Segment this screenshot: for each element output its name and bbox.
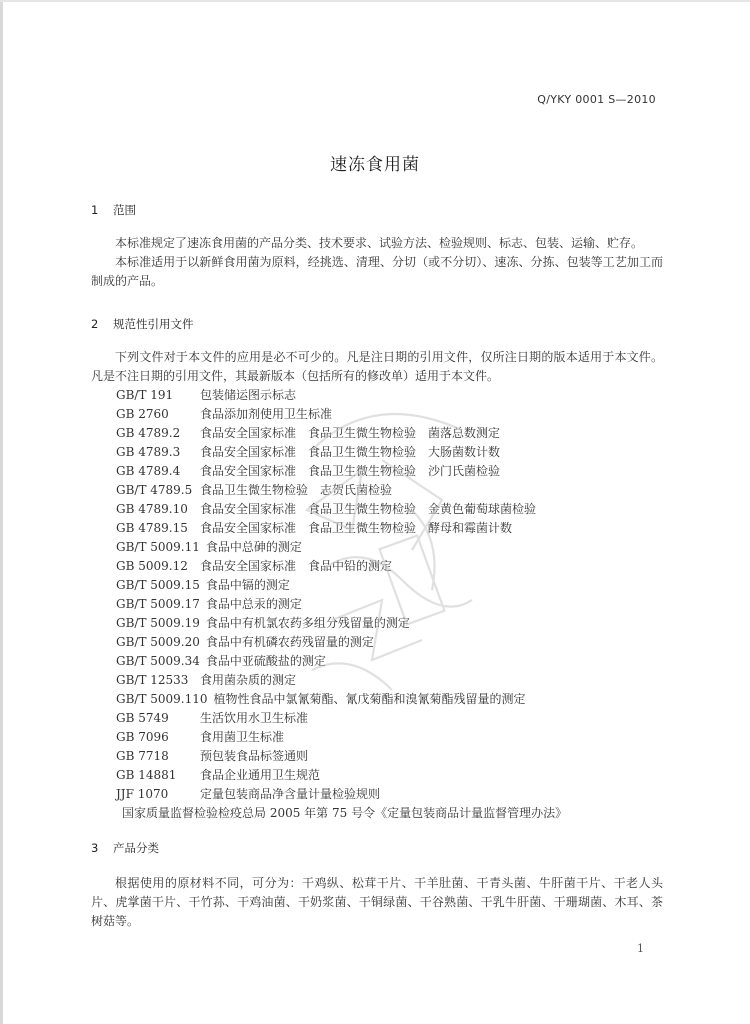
- reference-code: GB 5749: [116, 711, 169, 725]
- section-title: 范围: [113, 203, 136, 217]
- reference-title: 食品中镉的测定: [205, 578, 290, 592]
- reference-item-regulation: 国家质量监督检验检疫总局 2005 年第 75 号令《定量包装商品计量监督管理办法》: [122, 806, 568, 820]
- reference-title: 食品中有机氯农药多组分残留量的测定: [205, 616, 410, 630]
- reference-title: 食品中有机磷农药残留量的测定: [205, 635, 374, 649]
- section-number: 2: [91, 317, 99, 331]
- reference-title: 食品添加剂使用卫生标准: [200, 407, 333, 421]
- reference-code: GB 4789.10: [116, 502, 188, 516]
- reference-code: GB 4789.15: [116, 521, 188, 535]
- page-number: 1: [637, 942, 644, 955]
- section-heading-normative-references: [91, 316, 194, 332]
- section-title: 规范性引用文件: [113, 317, 194, 331]
- reference-title: 植物性食品中氯氰菊酯、氰戊菊酯和溴氰菊酯残留量的测定: [213, 692, 526, 706]
- section-number: 1: [91, 203, 99, 217]
- reference-title: 食品安全国家标准 食品卫生微生物检验 菌落总数测定: [200, 426, 501, 440]
- reference-item: [116, 652, 567, 671]
- reference-item: [116, 443, 567, 462]
- reference-title: 食品安全国家标准 食品卫生微生物检验 金黄色葡萄球菌检验: [200, 502, 537, 516]
- reference-code: GB 4789.3: [116, 445, 181, 459]
- reference-code: GB/T 5009.110: [116, 692, 208, 706]
- reference-item: [116, 500, 567, 519]
- section-number: 3: [91, 841, 99, 855]
- reference-title: 食品安全国家标准 食品卫生微生物检验 酵母和霉菌计数: [200, 521, 513, 535]
- reference-title: 食品中总砷的测定: [205, 540, 302, 554]
- reference-code: GB 7718: [116, 749, 169, 763]
- reference-item: [116, 424, 567, 443]
- reference-code: GB 4789.2: [116, 426, 181, 440]
- reference-title: 食用菌卫生标准: [200, 730, 285, 744]
- scan-edge-top: [0, 0, 750, 2]
- reference-list: [116, 386, 567, 823]
- paragraph: 下列文件对于本文件的应用是必不可少的。凡是注日期的引用文件，仅所注日期的版本适用于本文件。凡是不注日期的引用文件，其最新版本（包括所有的修改单）适用于本文件。: [91, 350, 663, 383]
- reference-item: [116, 386, 567, 405]
- document-title: 速冻食用菌: [330, 155, 420, 175]
- reference-item: [116, 519, 567, 538]
- section-classification-body: [91, 874, 663, 931]
- reference-item: [116, 766, 567, 785]
- reference-title: 食品安全国家标准 食品卫生微生物检验 大肠菌数计数: [200, 445, 501, 459]
- reference-code: GB/T 5009.11: [116, 540, 200, 554]
- reference-code: GB 5009.12: [116, 559, 188, 573]
- reference-item: [116, 785, 567, 804]
- reference-item: [116, 747, 567, 766]
- reference-title: 食用菌杂质的测定: [200, 673, 297, 687]
- reference-code: GB/T 5009.19: [116, 616, 200, 630]
- reference-item: [116, 481, 567, 500]
- reference-title: 食品中亚硫酸盐的测定: [205, 654, 326, 668]
- reference-code: GB/T 5009.15: [116, 578, 200, 592]
- reference-code: GB/T 12533: [116, 673, 189, 687]
- paragraph: 本标准规定了速冻食用菌的产品分类、技术要求、试验方法、检验规则、标志、包装、运输、贮存。: [115, 236, 644, 250]
- reference-title: 食品中总汞的测定: [205, 597, 302, 611]
- section-heading-product-classification: [91, 840, 159, 856]
- reference-item: [116, 405, 567, 424]
- section-title: 产品分类: [113, 841, 159, 855]
- reference-item: [116, 671, 567, 690]
- reference-code: GB 7096: [116, 730, 169, 744]
- reference-item: [116, 538, 567, 557]
- reference-title: 定量包装商品净含量计量检验规则: [200, 787, 381, 801]
- reference-title: 包装储运图示标志: [200, 388, 297, 402]
- reference-item: [116, 709, 567, 728]
- paragraph: 根据使用的原材料不同，可分为：干鸡纵、松茸干片、干羊肚菌、干青头菌、牛肝菌干片、干老人头片、虎掌菌干片、干竹荪、干鸡油菌、干奶浆菌、干铜绿菌、干谷熟菌、干乳牛肝菌、干珊瑚菌、木耳、茶树菇等。: [91, 876, 663, 928]
- paragraph: 本标准适用于以新鲜食用菌为原料，经挑选、清理、分切（或不分切）、速冻、分拣、包装等工艺加工而制成的产品。: [91, 255, 663, 288]
- reference-code: JJF 1070: [116, 787, 169, 801]
- standard-code: Q/YKY 0001 S—2010: [537, 93, 656, 106]
- reference-title: 食品安全国家标准 食品卫生微生物检验 沙门氏菌检验: [200, 464, 501, 478]
- section-heading-scope: [91, 202, 136, 218]
- reference-item: [116, 614, 567, 633]
- section-scope-body: [91, 234, 663, 291]
- reference-code: GB 4789.4: [116, 464, 181, 478]
- reference-code: GB/T 5009.34: [116, 654, 200, 668]
- reference-item: [116, 557, 567, 576]
- reference-code: GB 14881: [116, 768, 177, 782]
- reference-title: 食品卫生微生物检验 志贺氏菌检验: [200, 483, 393, 497]
- reference-code: GB 2760: [116, 407, 169, 421]
- reference-code: GB/T 5009.20: [116, 635, 200, 649]
- reference-code: GB/T 4789.5: [116, 483, 193, 497]
- reference-item: [116, 728, 567, 747]
- section-references-intro: [91, 348, 663, 386]
- reference-item: [116, 595, 567, 614]
- reference-title: 食品安全国家标准 食品中铅的测定: [200, 559, 393, 573]
- reference-code: GB/T 5009.17: [116, 597, 200, 611]
- reference-title: 生活饮用水卫生标准: [200, 711, 309, 725]
- reference-title: 预包装食品标签通则: [200, 749, 309, 763]
- reference-item: [116, 462, 567, 481]
- reference-title: 食品企业通用卫生规范: [200, 768, 321, 782]
- reference-item: [116, 690, 567, 709]
- reference-code: GB/T 191: [116, 388, 174, 402]
- reference-item: [116, 633, 567, 652]
- reference-item: [116, 576, 567, 595]
